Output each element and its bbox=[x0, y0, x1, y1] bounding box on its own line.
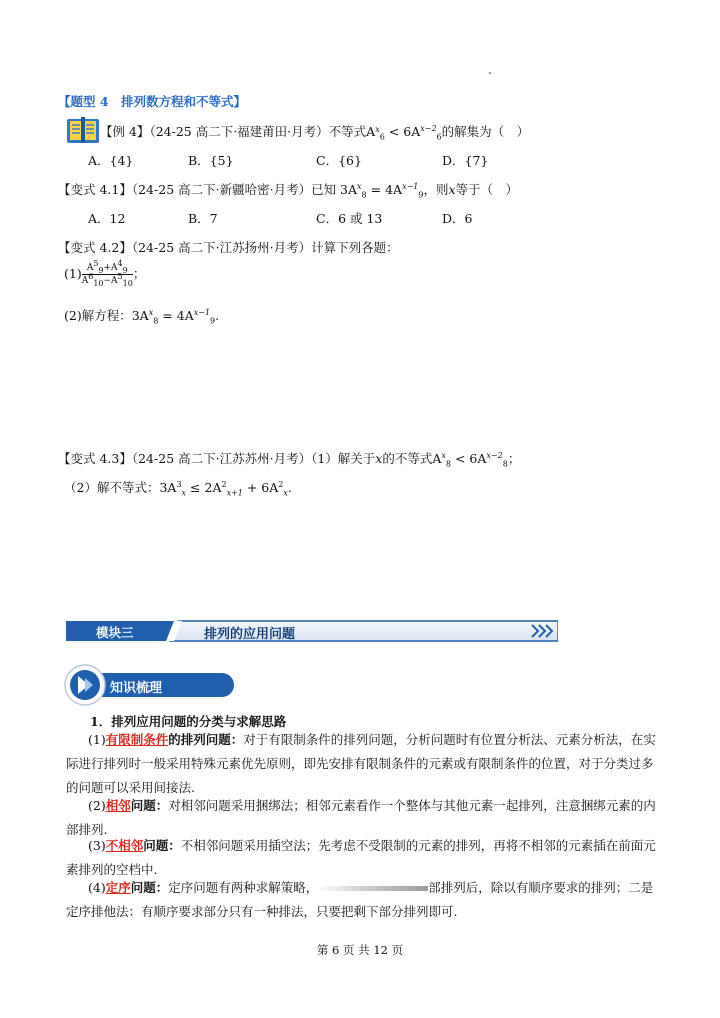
variant-4-3-mid: 的不等式 bbox=[382, 451, 433, 466]
variable-x-b: x bbox=[375, 451, 383, 466]
p4-text-b: 部排列后，除以有顺序要求的排列；二是定序排他法：有顺序要求部分只有一种排法，只要把剩下部分排列即可. bbox=[66, 880, 654, 919]
part-2-end: . bbox=[215, 308, 220, 323]
variant-4-2-question bbox=[58, 238, 399, 256]
equals: = 4 bbox=[370, 182, 394, 197]
part-1-prefix: (1) bbox=[64, 266, 82, 281]
variant-4-3-tag: 【变式 4.3】 bbox=[58, 451, 132, 466]
p1-text: 对于有限制条件的排列问题，分析问题时有位置分析法、元素分析法，在实际进行排列时一般采用特殊元素优先原则，即先安排有限制条件的元素或有限制条件的位置，对于分类过多的问题可以采用间接法. bbox=[66, 732, 656, 795]
p3-text: 不相邻问题采用插空法；先考虑不受限制的元素的排列，再将不相邻的元素插在前面元素排列的空档中. bbox=[66, 838, 656, 877]
formula-a9x-1-b: $A^{x-1}_9$ bbox=[184, 307, 216, 326]
p2-number: (2) bbox=[88, 798, 106, 813]
page-footer: 第 6 页 共 12 页 bbox=[316, 943, 404, 957]
p1-number: (1) bbox=[88, 732, 106, 747]
p1-keyword: 有限制条件 bbox=[105, 732, 169, 747]
module-title: 排列的应用问题 bbox=[204, 627, 296, 642]
formula-a8x: $A^x_8$ bbox=[348, 181, 367, 200]
plus-six: + 6 bbox=[246, 480, 270, 495]
p4-text-a: 定序问题有两种求解策略， bbox=[168, 880, 319, 895]
paragraph-4 bbox=[66, 876, 656, 924]
section-1-heading: 1．排列应用问题的分类与求解思路 bbox=[90, 714, 287, 729]
p4-number: (4) bbox=[88, 880, 106, 895]
formula-ax3: $A^3_x$ bbox=[167, 479, 187, 498]
knowledge-label: 知识梳理 bbox=[110, 681, 163, 696]
formula-a8x-2: $A^{x-2}_8$ bbox=[477, 450, 508, 469]
p3-keyword: 不相邻 bbox=[105, 838, 144, 853]
redaction-bar bbox=[318, 886, 428, 891]
example-4-option-a: A．{4} bbox=[88, 153, 134, 168]
p3-number: (3) bbox=[88, 838, 106, 853]
variant-4-1-option-c: C．6 或 13 bbox=[316, 211, 383, 226]
p1-title: 的排列问题： bbox=[168, 732, 244, 747]
formula-a8x-b: $A^x_8$ bbox=[139, 307, 159, 326]
p3-title: 问题： bbox=[143, 838, 181, 853]
module-label: 模块三 bbox=[96, 625, 134, 640]
p4-keyword: 定序 bbox=[105, 880, 131, 895]
paragraph-1 bbox=[66, 728, 656, 800]
example-4-option-c: C．{6} bbox=[316, 153, 362, 168]
variant-4-2-tag: 【变式 4.2】 bbox=[58, 240, 132, 255]
formula-a6x-2: $A^{x-2}_6$ bbox=[411, 123, 442, 142]
less-than: < bbox=[388, 124, 400, 139]
example-4-source: （24-25 高二下·福建莆田·月考）不等式 bbox=[149, 124, 367, 139]
variant-4-2-part-2 bbox=[64, 306, 219, 324]
book-icon bbox=[66, 116, 100, 144]
formula-a6x: $A^x_6$ bbox=[366, 124, 385, 142]
variant-4-3-part-2 bbox=[64, 478, 292, 496]
knowledge-header bbox=[64, 664, 236, 706]
less-than-six: < 6 bbox=[454, 451, 478, 466]
variant-4-1-tag: 【变式 4.1】 bbox=[58, 182, 132, 197]
paragraph-3 bbox=[66, 834, 656, 882]
p2-keyword: 相邻 bbox=[105, 798, 131, 813]
p4-title: 问题： bbox=[130, 880, 169, 895]
variant-4-1-question bbox=[58, 180, 518, 198]
variant-4-3-end: ； bbox=[507, 451, 521, 466]
variant-4-1-source: （24-25 高二下·新疆哈密·月考）已知 3 bbox=[131, 182, 348, 197]
six-coefficient: 6 bbox=[403, 124, 412, 139]
fraction-expression: $\frac{A^5_9+A^4_9}{A^6_{10}-A^5_{10}}$ bbox=[81, 259, 133, 288]
variant-4-1-tail: ，则 bbox=[423, 182, 449, 197]
corner-dot bbox=[489, 72, 491, 74]
variant-4-1-tail2: 等于（ ） bbox=[455, 182, 519, 197]
example-4-option-b: B．{5} bbox=[188, 153, 234, 168]
variant-4-3-source: （24-25 高二下·江苏苏州·月考）（1）解关于 bbox=[131, 451, 376, 466]
example-4-tail: 的解集为（ ） bbox=[441, 124, 530, 139]
formula-ax2: $A^2_x$ bbox=[269, 479, 288, 498]
example-4-question bbox=[100, 122, 529, 140]
variant-4-1-option-d: D．6 bbox=[442, 211, 473, 226]
variant-4-3-question bbox=[58, 449, 520, 467]
part-2-prefix: (2)解方程：3 bbox=[64, 308, 140, 323]
part-2-prefix-b: （2）解不等式：3 bbox=[64, 480, 168, 495]
less-equal: ≤ 2 bbox=[190, 480, 213, 495]
equals-b: = 4 bbox=[162, 308, 185, 323]
p2-title: 问题： bbox=[130, 798, 169, 813]
example-4-tag: 【例 4】 bbox=[100, 124, 150, 139]
part-2-end-b: . bbox=[287, 480, 292, 495]
formula-a8x-c: $A^x_8$ bbox=[432, 450, 451, 469]
formula-a9x-1: $A^{x-1}_9$ bbox=[393, 181, 424, 200]
topic-heading: 【题型 4 排列数方程和不等式】 bbox=[58, 94, 247, 109]
example-4-option-d: D．{7} bbox=[442, 153, 489, 168]
p2-text: 对相邻问题采用捆绑法；相邻元素看作一个整体与其他元素一起排列，注意捆绑元素的内部排列. bbox=[66, 798, 656, 837]
variant-4-2-part-1 bbox=[64, 259, 146, 288]
variant-4-2-source: （24-25 高二下·江苏扬州·月考）计算下列各题： bbox=[131, 240, 399, 255]
module-banner bbox=[66, 619, 558, 643]
part-1-suffix: ； bbox=[132, 266, 146, 281]
formula-ax1-2: $A^2_{x+1}$ bbox=[212, 479, 243, 498]
variant-4-1-option-b: B．7 bbox=[188, 211, 218, 226]
variable-x: x bbox=[448, 182, 456, 197]
variant-4-1-option-a: A．12 bbox=[88, 211, 126, 226]
